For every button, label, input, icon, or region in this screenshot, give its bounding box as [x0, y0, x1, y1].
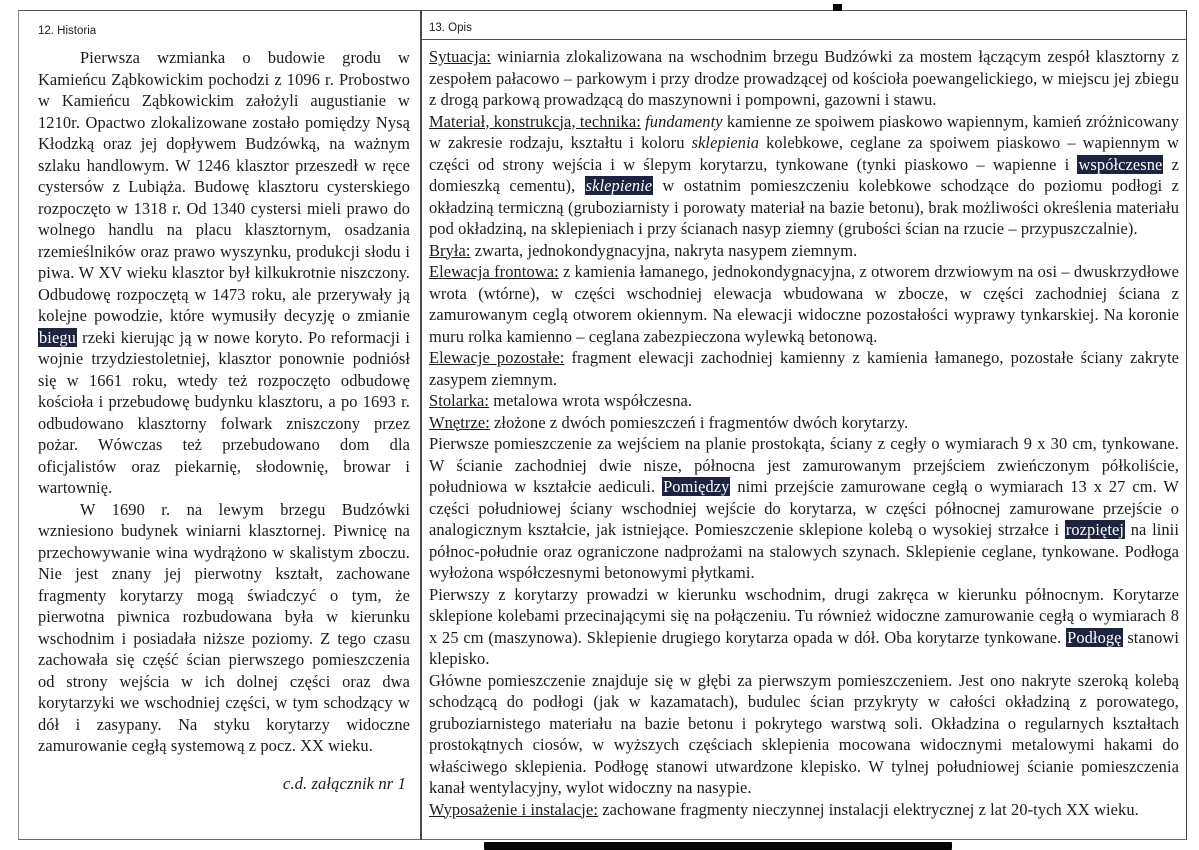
paragraph [429, 433, 1179, 584]
paragraph [429, 240, 1179, 262]
highlighted-text-run: sklepienie [585, 176, 653, 195]
text-run: na linii północ-południe oraz ograniczone nadprożami na stalowych szynach. Sklepienie ceglane, tynkowane. Podłoga wyłożona współczesnymi betonowymi płytkami. [429, 520, 1179, 582]
text-run: z domieszką cementu), [429, 154, 1179, 195]
underlined-label-run: Stolarka: [429, 391, 490, 410]
highlighted-text-run: Pomiędzy [663, 477, 730, 496]
text-run: c.d. załącznik nr 1 [282, 773, 406, 793]
underlined-label-run: Materiał, konstrukcja, technika: [429, 111, 641, 131]
text-run: sklepienia [691, 133, 760, 152]
paragraph [429, 670, 1179, 799]
underlined-label-run: Bryła: [429, 240, 471, 260]
text-run: Główne pomieszczenie znajduje się w głębi za pierwszym pomieszczeniem. Jest ono nakryte szeroką kolebą schodzącą do podłogi (jak w kazamatach), budulec ścian przykryty w całości okładziną z porowatego, gruboziarnistego materiału na bazie betonu i pokrytego warstwą soli. Okładzina o regularnych kształtach prostokątnych ciosów, w wyższych częściach sklepienia mocowana widocznymi metalowymi hakami do właściwego sklepienia. Podłogę stanowi utwardzone klepisko. W tylnej południowej ścianie pomieszczenia kanał wentylacyjny, wylot widoczny na nasypie. [429, 670, 1179, 797]
column-opis [429, 21, 1179, 820]
text-run: w ostatnim pomieszczeniu kolebkowe schodzące do poziomu podłogi z okładziną termiczną (gruboziarnisty i porowaty materiał na bazie betonu), brak możliwości określenia materiału pod okładziną, na sklepieniach i przy ścianach nasyp ziemny (grubości ścian na rzucie – przypuszczalnie). [429, 176, 1179, 238]
section-label-opis: 13. Opis [429, 22, 472, 34]
text-run: rzeki kierując ją w nowe koryto. Po reformacji i wojnie trzydziestoletniej, klasztor ponownie podniósł się w 1661 roku, wtedy też rozpoczęto odbudowę kościoła i przebudowę budynku klasztoru, a po 1693 r. odbudowano klasztorny folwark zniszczony przez pożar. Wówczas też przebudowano dom dla oficjalistów oraz piekarnię, słodownię, browar i wartownię. [38, 327, 410, 497]
text-run: Pierwsze pomieszczenie za wejściem na planie prostokąta, ściany z cegły o wymiarach 9 x 30 cm, tynkowane. W ścianie zachodniej dwie nisze, północna jest zamurowanym przejściem zwieńczonym półkoliście, południowa w kształcie aediculi. [429, 434, 1179, 496]
column-divider-line [420, 10, 422, 840]
section-label-historia: 12. Historia [38, 25, 97, 37]
paragraph [38, 499, 410, 757]
text-run: fragment elewacji zachodniej kamienny z kamienia łamanego, pozostałe ściany zakryte zasypem ziemnym. [429, 348, 1179, 389]
underlined-label-run: Elewacja frontowa: [429, 262, 559, 281]
text-run: z kamienia łamanego, jednokondygnacyjna, z otworem drzwiowym na osi – dwuskrzydłowe wrota (wtórne), w części wschodniej elewacja wbudowana w zbocze, w części zachodniej ściana z zamurowanym ceglą otworem okiennym. Na elewacji widoczne pozostałości wyprawy tynkarskiej. Na koronie muru rolka kamienno – ceglana zabezpieczona wylewką betonową. [429, 262, 1179, 346]
text-run: zwarta, jednokondygnacyjna, nakryta nasypem ziemnym. [470, 240, 858, 260]
underlined-label-run: Wnętrze: [429, 412, 490, 432]
underlined-label-run: Elewacje pozostałe: [429, 348, 565, 367]
underlined-label-run: Wyposażenie i instalacje: [429, 799, 598, 819]
text-run: W 1690 r. na lewym brzegu Budzówki wzniesiono budynek winiarni klasztornej. Piwnicę na przechowywanie wina wydrążono w skalistym zboczu. Nie jest znany jej pierwotny kształt, zachowane fragmenty korytarzy mogą świadczyć o tym, że pierwotna piwnica rozbudowana była w kierunku wschodnim i posiadała niższe poziomy. Z tego czasu zachowała się część ścian pierwszego pomieszczenia od strony wejścia w ich dolnej części oraz dwa korytarzyki we wschodniej części, w tym schodzący w dół i zasypany. Na styku korytarzy widoczne zamurowanie cegłą systemową z pocz. XX wieku. [38, 499, 410, 755]
underlined-label-run: Sytuacja: [429, 47, 491, 66]
text-run: metalowa wrota współczesna. [489, 391, 693, 410]
scan-artifact-bottom-bar [484, 842, 952, 850]
text-run: kolebkowe, ceglane za spoiwem piaskowo – wapiennym w części od strony wejścia i w ślepym korytarzu, tynkowane (tynki piaskowo – wapienne i [429, 133, 1180, 174]
paragraph [429, 799, 1179, 821]
paragraph [429, 111, 1179, 240]
opis-text-body [429, 46, 1179, 820]
highlighted-text-run: współczesne [1078, 154, 1163, 174]
paragraph [429, 390, 1179, 412]
text-run: fundamenty [645, 111, 723, 131]
highlighted-text-run: rozpiętej [1065, 520, 1125, 539]
paragraph [429, 46, 1179, 111]
text-run: nimi przejście zamurowane cegłą o wymiarach 13 x 27 cm. W części południowej ściany wschodniej wejście do korytarza, w części północnej zamurowane przejście o analogicznym kształcie, jak istniejące. Pomieszczenie sklepione kolebą o wysokiej strzałce i [429, 477, 1179, 539]
text-run: Pierwsza wzmianka o budowie grodu w Kamieńcu Ząbkowickim pochodzi z 1096 r. Probostwo w Kamieńcu Ząbkowickim założyli augustianie w 1210r. Opactwo zlokalizowane zostało pomiędzy Nysą Kłodzką oraz jej dopływem Budzówką, na ważnym szlaku handlowym. W 1246 klasztor przeszedł w ręce cystersów z Lubiąża. Budowę klasztoru cysterskiego rozpoczęto w 1318 r. Od 1340 cystersi mieli prawo do wolnego handlu na placu klasztornym, osadzania rzemieślników oraz prawo wyszynku, produkcji słodu i piwa. W XV wieku klasztor był kilkukrotnie niszczony. Odbudowę rozpoczętą w 1473 roku, ale przerywały ją kolejne powodzie, które wymusiły decyzję o zmianie [38, 48, 410, 325]
paragraph [38, 47, 410, 499]
text-run: kamienne ze spoiwem piaskowo wapiennym, kamień zróżnicowany w zakresie rodzaju, kształtu i koloru [429, 111, 1179, 152]
paragraph [429, 347, 1179, 390]
text-run: Pierwszy z korytarzy prowadzi w kierunku wschodnim, drugi zakręca w kierunku północnym. Korytarze sklepione kolebami przecinającymi się na połączeniu. Tu również widoczne zamurowanie cegłą o wymiarach 8 x 25 cm (maszynowa). Sklepienie drugiego korytarza opada w dół. Oba korytarze tynkowane. [429, 584, 1179, 647]
paragraph [429, 584, 1179, 670]
column-historia [38, 24, 410, 794]
text-run: stanowi klepisko. [429, 627, 1180, 668]
paragraph [429, 261, 1179, 347]
text-run: złożone z dwóch pomieszczeń i fragmentów dwóch korytarzy. [489, 412, 909, 432]
text-run: winiarnia zlokalizowana na wschodnim brzegu Budzówki za mostem łączącym zespół klasztorny z zespołem pałacowo – parkowym i przy drodze prowadzącej od kościoła poewangelickiego, w miejscu jej zbiegu z drogą parkową prowadzącą do maszynowni i pompowni, gazowni i stawu. [429, 47, 1179, 109]
historia-text-body [38, 47, 410, 794]
highlighted-text-run: biegu [39, 327, 76, 347]
text-run: zachowane fragmenty nieczynnej instalacji elektrycznej z lat 20-tych XX wieku. [598, 799, 1139, 819]
highlighted-text-run: Podłogę [1067, 627, 1122, 647]
paragraph [429, 412, 1179, 434]
paragraph [38, 773, 410, 795]
scan-artifact-top-mark [833, 4, 842, 11]
